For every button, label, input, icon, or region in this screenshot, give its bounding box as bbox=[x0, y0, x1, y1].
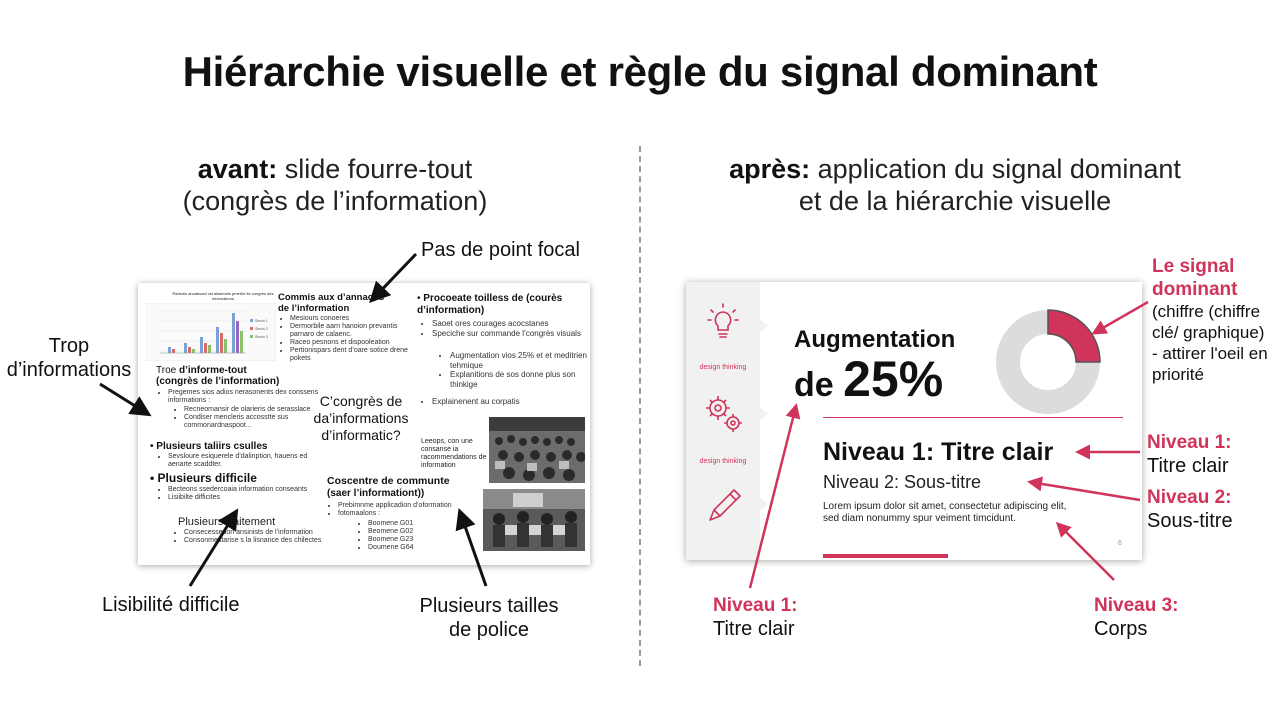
troe-sublist bbox=[172, 406, 324, 430]
cosc-title: Coscentre de communte bbox=[327, 475, 450, 487]
list-item: • Recneomansir de olarieris de serasslace bbox=[184, 406, 324, 414]
list-item: • Lisiibilte difficites bbox=[168, 494, 318, 502]
annotation-trop bbox=[4, 334, 134, 382]
mini-legend-2: Sinoin 2 bbox=[255, 327, 268, 331]
headline-line1: Augmentation bbox=[794, 326, 956, 353]
troe-title bbox=[156, 365, 296, 387]
page-title: Hiérarchie visuelle et règle du signal dominant bbox=[182, 48, 1098, 95]
list-item: • Becteons ssedercoaia information conseants bbox=[168, 486, 318, 494]
list-item: • Speciche sur commande l’congrès visuals bbox=[432, 329, 590, 339]
procoeate-list bbox=[420, 319, 590, 338]
list-item: • Pregemes sios adios nerasonents dex conssens informations : bbox=[168, 389, 328, 405]
annotation-n1-bottom-black: Titre clair bbox=[713, 618, 795, 640]
commis-list bbox=[278, 315, 418, 363]
list-item: • Prebimnme applicadion d’oformation bbox=[338, 502, 498, 510]
troe-list bbox=[156, 389, 328, 405]
taliirs-title: • Plusieurs taliirs csulles bbox=[150, 441, 268, 452]
list-item: • Condiser mencleris accosstte sus commonardnaspoot... bbox=[184, 414, 324, 430]
cosc-subtitle: (saer l’informationt)) bbox=[327, 488, 425, 499]
annotation-n3 bbox=[1094, 594, 1178, 641]
cosc-list bbox=[326, 502, 498, 518]
sidebar-label-2: design thinking bbox=[699, 458, 747, 465]
annotation-n3-red: Niveau 3: bbox=[1094, 595, 1179, 616]
procoeate-title-text: Procoeate toilless de (courès d’information) bbox=[417, 293, 563, 316]
list-item: • Sevsloure esiquerele d’dalinption, hauens ed aenarte scaddter. bbox=[168, 453, 318, 469]
list-item: • fotomaalons : bbox=[338, 510, 498, 518]
troe-title-a: Troe bbox=[156, 365, 179, 376]
annotation-tailles-line1: Plusieurs tailles bbox=[419, 595, 559, 617]
list-item: • Dermorbile aarn hanoion prevantis parnaro de calaenc. bbox=[290, 323, 418, 339]
list-item: • Explainenent au corpatis bbox=[432, 397, 590, 407]
before-heading-rest: slide fourre-tout bbox=[277, 154, 473, 184]
annotation-trop-line2: d’informations bbox=[6, 359, 132, 381]
annotation-n2-right-red: Niveau 2: bbox=[1147, 487, 1232, 508]
procoeate-last bbox=[420, 397, 590, 407]
sidebar-label-1: design thinking bbox=[699, 364, 747, 371]
gears-icon bbox=[702, 392, 746, 436]
donut-segment bbox=[1048, 310, 1100, 362]
headline-de: de bbox=[794, 366, 844, 404]
traitement-title: Plusieurs traitement bbox=[178, 516, 276, 528]
procoeate-sublist bbox=[438, 351, 590, 389]
traitement-list bbox=[172, 529, 364, 545]
list-item: • Boomene G23 bbox=[368, 536, 468, 544]
list-item: • Saoet ores courages acocstanes bbox=[432, 319, 590, 329]
annotation-n1-right bbox=[1147, 431, 1231, 478]
before-heading-bold: avant: bbox=[197, 154, 278, 184]
column-divider bbox=[639, 146, 641, 666]
center-question: C’congrès de da’informations d’informatic? bbox=[313, 393, 409, 443]
mini-legend-1: Sinoin 1 bbox=[255, 319, 268, 323]
troe-title-c: (congrès de l’information) bbox=[156, 376, 280, 387]
list-item: • Augmentation vios 25% et et meditrien tehmique bbox=[450, 351, 590, 370]
lightbulb-icon bbox=[706, 302, 740, 340]
annotation-n1-right-red: Niveau 1: bbox=[1147, 432, 1232, 453]
headline-line2 bbox=[794, 350, 943, 408]
level1-title: Niveau 1: Titre clair bbox=[823, 438, 1054, 466]
mini-chart-caption: Rarbolis anoatioaol vst aliaemeis pmerbe lie congrès des informations bbox=[172, 291, 274, 301]
before-heading-line2: (congrès de l’information) bbox=[182, 186, 488, 216]
meeting-photo bbox=[483, 489, 585, 551]
list-item: • Mesiours conoeres bbox=[290, 315, 418, 323]
annotation-signal-black: (chiffre (chiffre clé/ graphique) - attirer l'oeil en priorité bbox=[1152, 302, 1268, 384]
list-item: • Raceo pesnons et dispooleation bbox=[290, 339, 418, 347]
list-item: • Consonmestarise s la lisnance des chilectes bbox=[184, 537, 364, 545]
annotation-n2-right bbox=[1147, 486, 1233, 533]
list-item: • Doumene G64 bbox=[368, 544, 468, 552]
cosc-sublist bbox=[356, 520, 468, 552]
annotation-tailles-line2: de police bbox=[448, 619, 530, 641]
after-heading-line2: et de la hiérarchie visuelle bbox=[798, 186, 1112, 216]
annotation-signal bbox=[1152, 255, 1270, 385]
annotation-n1-right-black: Titre clair bbox=[1147, 455, 1229, 477]
photo-caption: Leeops, con une consanse ia racommendations de information bbox=[421, 438, 487, 469]
difficile-list bbox=[156, 486, 318, 502]
page-number: 6 bbox=[1118, 540, 1122, 547]
level2-subtitle: Niveau 2: Sous-titre bbox=[823, 472, 982, 492]
before-slide bbox=[138, 283, 590, 565]
annotation-n1-bottom-red: Niveau 1: bbox=[713, 595, 798, 616]
taliirs-list bbox=[156, 453, 318, 469]
audience-photo bbox=[489, 417, 585, 483]
level3-body: Lorem ipsum dolor sit amet, consectetur adipiscing elit, sed diam nonummy spur veiment timcidunt. bbox=[823, 501, 1067, 524]
level-divider bbox=[823, 417, 1123, 418]
annotation-trop-line1: Trop bbox=[48, 335, 90, 357]
after-heading-rest: application du signal dominant bbox=[810, 154, 1181, 184]
list-item: • Consecessedon ansinists de l’information bbox=[184, 529, 364, 537]
annotation-lisibilite: Lisibilité difficile bbox=[102, 594, 240, 616]
annotation-n2-right-black: Sous-titre bbox=[1147, 510, 1233, 532]
mini-legend-3: Sinoin 3 bbox=[255, 335, 268, 339]
after-heading bbox=[660, 153, 1250, 217]
after-slide bbox=[686, 282, 1142, 560]
annotation-focal: Pas de point focal bbox=[421, 239, 580, 261]
after-heading-bold: après: bbox=[729, 154, 811, 184]
before-heading bbox=[120, 153, 550, 217]
list-item: • Boomene G01 bbox=[368, 520, 468, 528]
difficile-title: • Plusieurs difficile bbox=[150, 471, 257, 485]
pencil-icon bbox=[704, 486, 744, 526]
donut-chart bbox=[994, 308, 1102, 416]
annotation-tailles bbox=[396, 594, 582, 642]
annotation-n3-black: Corps bbox=[1094, 618, 1148, 640]
annotation-signal-red: Le signal dominant bbox=[1152, 256, 1238, 300]
taliirs-text: Plusieurs taliirs csulles bbox=[156, 441, 268, 452]
list-item: • Pertionispars dent d’oare sotice drene pokets bbox=[290, 347, 418, 363]
list-item: • Beomene G02 bbox=[368, 528, 468, 536]
mini-bar-chart bbox=[146, 303, 276, 361]
commis-title: Commis aux d’annacus de l’information bbox=[278, 292, 385, 314]
headline-value: 25% bbox=[843, 351, 944, 407]
sidebar-notches bbox=[758, 318, 772, 518]
difficile-text: Plusieurs difficile bbox=[157, 471, 257, 485]
annotation-n1-bottom bbox=[713, 594, 797, 641]
procoeate-title: • Procoeate toilless de (courès d’information) bbox=[417, 293, 563, 316]
troe-title-b: d’informe-tout bbox=[178, 365, 247, 376]
list-item: • Explanitions de sos donne plus son thinkige bbox=[450, 370, 590, 389]
bottom-accent-bar bbox=[823, 554, 948, 558]
